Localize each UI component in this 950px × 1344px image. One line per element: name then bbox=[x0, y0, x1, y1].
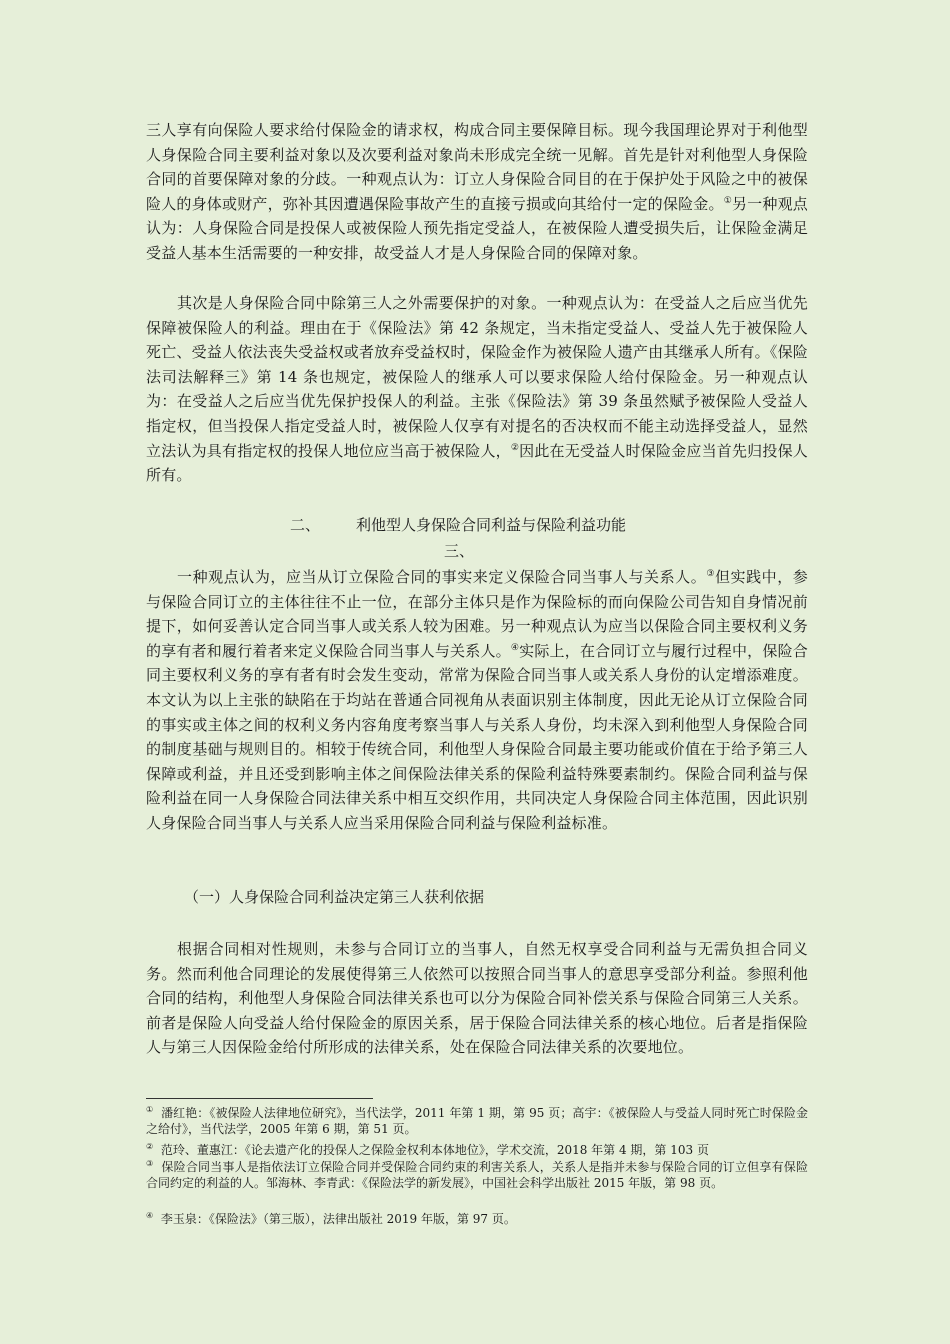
paragraph-4 bbox=[146, 937, 808, 1060]
paragraph-3 bbox=[146, 565, 808, 836]
footnote-text: 李玉泉：《保险法》（第三版），法律出版社 2019 年版，第 97 页。 bbox=[160, 1212, 516, 1226]
paragraph-1-text-cont: 另一种观点认为：人身保险合同是投保人或被保险人预先指定受益人，在被保险人遭受损失后，让保险金满足受益人基本生活需要的一种安排，故受益人才是人身保险合同的保障对象。 bbox=[146, 194, 808, 262]
footnote-ref-4[interactable]: ④ bbox=[510, 642, 520, 653]
footnote-text: 范玲、董惠江：《论去遗产化的投保人之保险金权利本体地位》，学术交流，2018 年第 4 期，第 103 页 bbox=[160, 1143, 709, 1157]
footnote-ref-2[interactable]: ② bbox=[510, 442, 520, 453]
paragraph-2-text-cont: 因此在无受益人时保险金应当首先归投保人所有。 bbox=[146, 441, 808, 485]
paragraph-2 bbox=[146, 291, 808, 488]
footnote-mark: ① bbox=[146, 1105, 154, 1114]
subsection-heading: （一）人身保险合同利益决定第三人获利依据 bbox=[184, 888, 485, 906]
footnote-3 bbox=[146, 1160, 808, 1191]
section-heading-number: 二、 bbox=[290, 516, 321, 534]
footnote-mark: ③ bbox=[146, 1159, 154, 1168]
paragraph-4-text: 根据合同相对性规则，未参与合同订立的当事人，自然无权享受合同利益与无需负担合同义务。然而利他合同理论的发展使得第三人依然可以按照合同当事人的意思享受部分利益。参照利他合同的结构，利他型人身保险合同法律关系也可以分为保险合同补偿关系与保险合同第三人关系。前者是保险人向受益人给付保险金的原因关系，居于保险合同法律关系的核心地位。后者是指保险人与第三人因保险金给付所形成的法律关系，处在保险合同法律关系的次要地位。 bbox=[146, 940, 808, 1057]
footnote-mark: ④ bbox=[146, 1211, 154, 1220]
footnote-ref-3[interactable]: ③ bbox=[706, 569, 715, 579]
paragraph-3-text: 一种观点认为，应当从订立保险合同的事实来定义保险合同当事人与关系人。 bbox=[177, 568, 707, 586]
section-heading-title: 利他型人身保险合同利益与保险利益功能 bbox=[356, 516, 627, 534]
footnote-mark: ② bbox=[146, 1142, 154, 1151]
paragraph-3-text-cont: 但实践中，参与保险合同订立的主体往往不止一位，在部分主体只是作为保险标的而向保险公司告知自身情况前提下，如何妥善认定合同当事人或关系人较为困难。另一种观点认为应当以保险合同主要权利义务的享有者和履行着者来定义保险合同当事人与关系人。 bbox=[146, 568, 808, 660]
footnote-separator bbox=[146, 1098, 373, 1099]
section-heading-sub-number: 三、 bbox=[444, 542, 475, 560]
footnote-2 bbox=[146, 1143, 808, 1159]
footnote-1 bbox=[146, 1106, 808, 1137]
paragraph-1 bbox=[146, 118, 808, 266]
footnote-4 bbox=[146, 1212, 808, 1228]
footnote-text: 保险合同当事人是指依法订立保险合同并受保险合同约束的利害关系人，关系人是指并未参与保险合同的订立但享有保险合同约定的利益的人。邹海林、李青武：《保险法学的新发展》，中国社会科学出版社 2015 年版，第 98 页。 bbox=[146, 1160, 808, 1190]
paragraph-3-text-cont2: 实际上，在合同订立与履行过程中，保险合同主要权利义务的享有者有时会发生变动，常常为保险合同当事人或关系人身份的认定增添难度。本文认为以上主张的缺陷在于均站在普通合同视角从表面识别主体制度，因此无论从订立保险合同的事实或主体之间的权利义务内容角度考察当事人与关系人身份，均未深入到利他型人身保险合同的制度基础与规则目的。相较于传统合同，利他型人身保险合同最主要功能或价值在于给予第三人保障或利益，并且还受到影响主体之间保险法律关系的保险利益特殊要素制约。保险合同利益与保险利益在同一人身保险合同法律关系中相互交织作用，共同决定人身保险合同主体范围，因此识别人身保险合同当事人与关系人应当采用保险合同利益与保险利益标准。 bbox=[146, 641, 808, 832]
section-heading bbox=[290, 514, 626, 535]
footnote-text: 潘红艳：《被保险人法律地位研究》，当代法学，2011 年第 1 期，第 95 页；高宇：《被保险人与受益人同时死亡时保险金之给付》，当代法学，2005 年第 6 期，第 51 页。 bbox=[146, 1106, 808, 1136]
footnote-ref-1[interactable]: ① bbox=[723, 195, 732, 206]
paragraph-1-text: 三人享有向保险人要求给付保险金的请求权，构成合同主要保障目标。现今我国理论界对于利他型人身保险合同主要利益对象以及次要利益对象尚未形成完全统一见解。首先是针对利他型人身保险合同的首要保障对象的分歧。一种观点认为：订立人身保险合同目的在于保护处于风险之中的被保险人的身体或财产，弥补其因遭遇保险事故产生的直接亏损或向其给付一定的保险金。 bbox=[146, 121, 808, 213]
paragraph-2-text: 其次是人身保险合同中除第三人之外需要保护的对象。一种观点认为：在受益人之后应当优先保障被保险人的利益。理由在于《保险法》第 42 条规定，当未指定受益人、受益人先于被保险人死亡、受益人依法丧失受益权或者放弃受益权时，保险金作为被保险人遗产由其继承人所有。《保险法司法解释三》第 14 条也规定，被保险人的继承人可以要求保险人给付保险金。另一种观点认为：在受益人之后应当优先保护投保人的利益。主张《保险法》第 39 条虽然赋予被保险人受益人指定权，但当投保人指定受益人时，被保险人仅享有对提名的否决权而不能主动选择受益人，显然立法认为具有指定权的投保人地位应当高于被保险人， bbox=[146, 294, 808, 460]
